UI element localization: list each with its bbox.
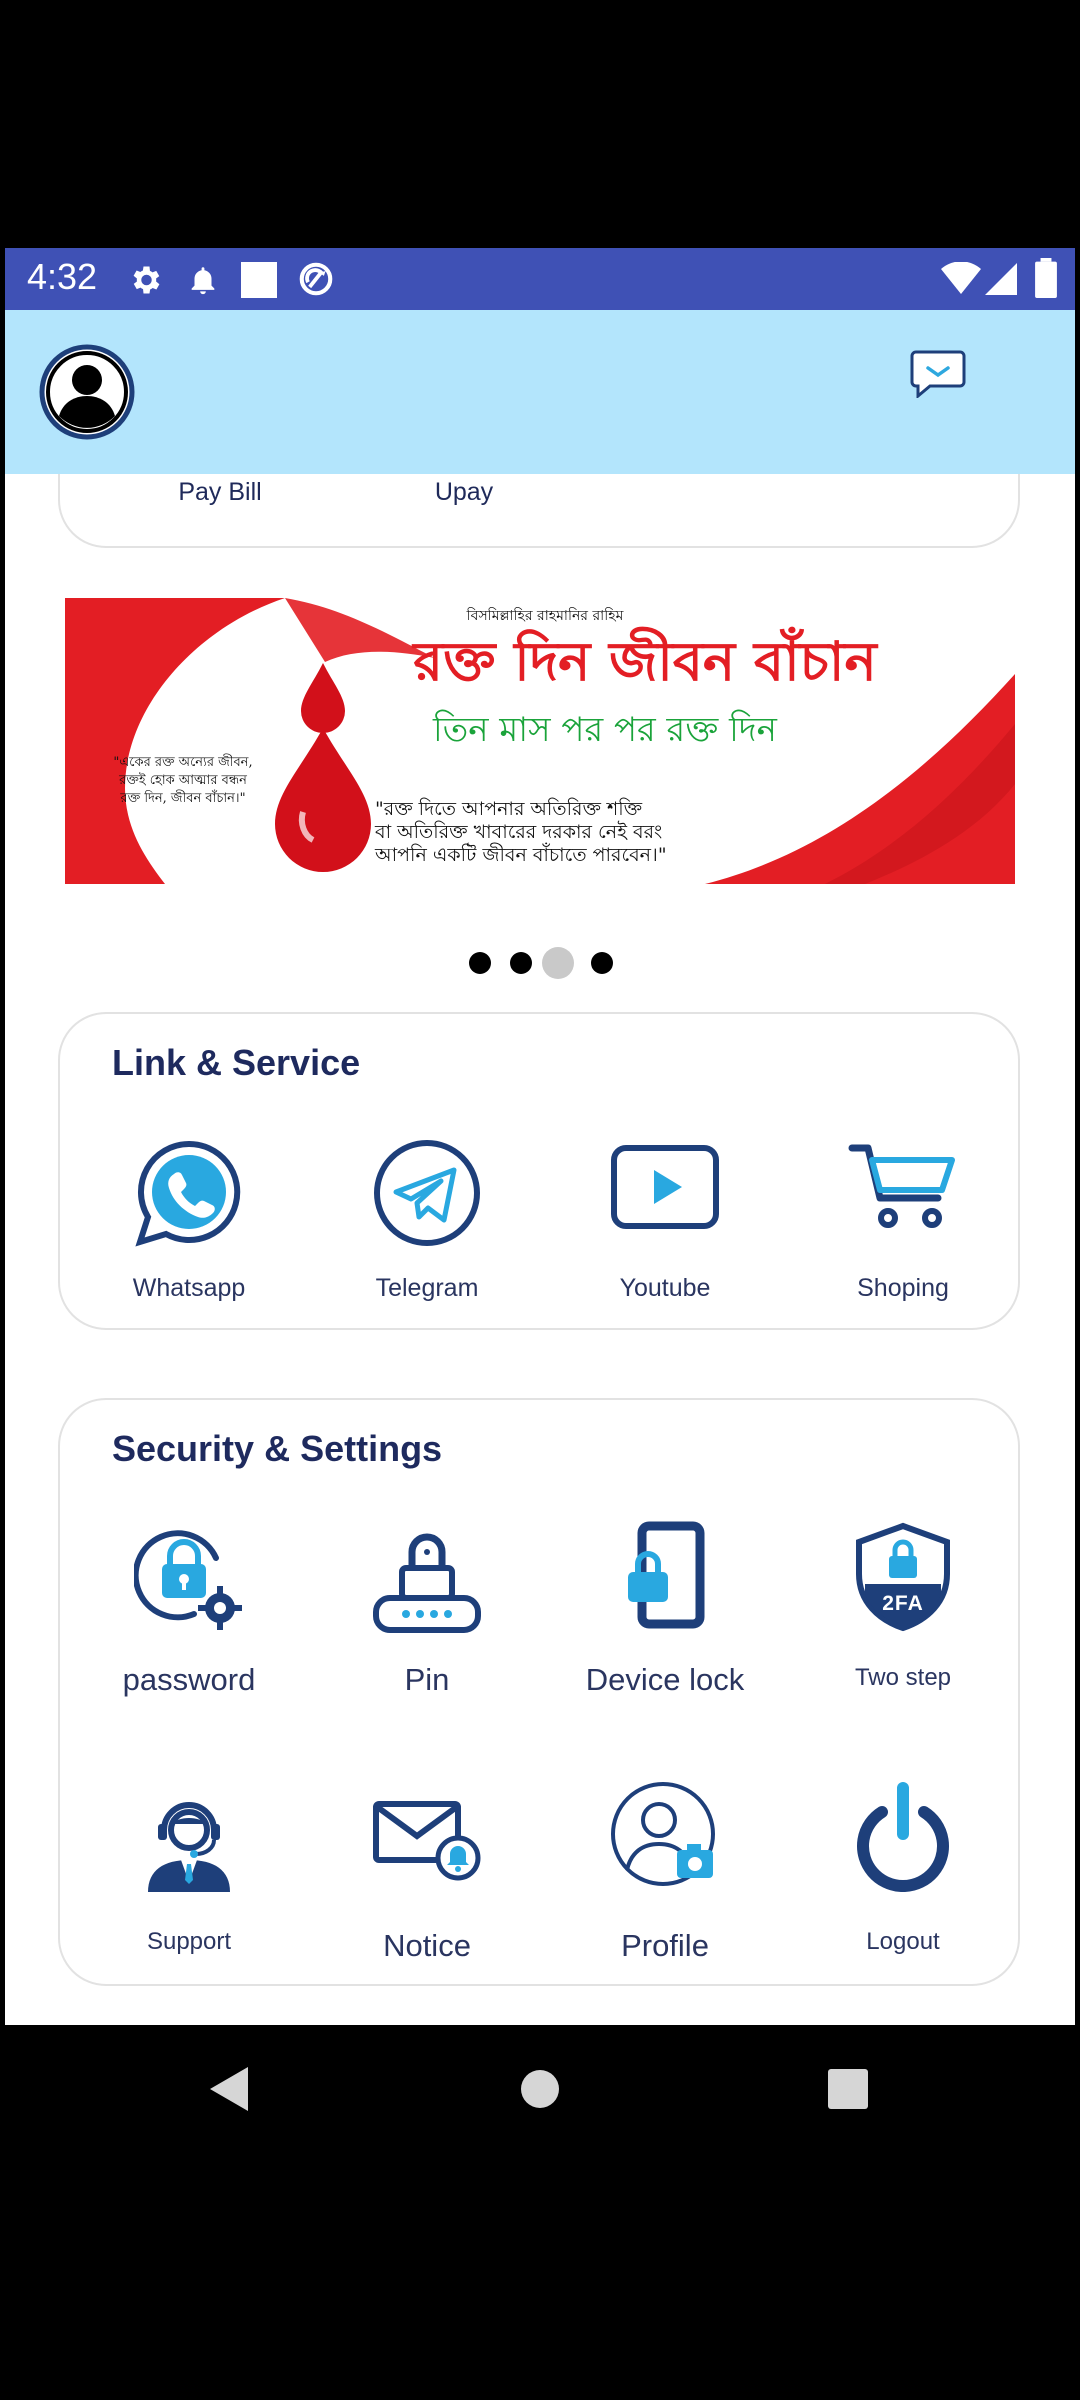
two-factor-badge: 2FA	[882, 1592, 924, 1615]
settings-label: Profile	[621, 1928, 709, 1963]
settings-tile-two-step[interactable]	[784, 1400, 1022, 1690]
settings-tile-device-lock[interactable]	[546, 1400, 784, 1697]
carousel-dot[interactable]	[469, 952, 491, 974]
settings-label: Notice	[383, 1928, 471, 1963]
service-tile-youtube[interactable]	[546, 1014, 784, 1332]
power-icon	[848, 1780, 958, 1892]
status-bar	[5, 248, 1075, 310]
settings-tile-logout[interactable]	[784, 1700, 1022, 1980]
banner-left-quote: "একের রক্ত অন্যের জীবন, রক্তই হোক আত্মার বন্ধন রক্ত দিন, জীবন বাঁচান।"	[113, 755, 253, 806]
link-service-card	[58, 1012, 1020, 1330]
settings-tile-support[interactable]	[70, 1700, 308, 1980]
square-notification-icon	[241, 262, 277, 298]
youtube-icon	[610, 1142, 720, 1232]
password-lock-gear-icon	[134, 1524, 244, 1634]
sync-disabled-icon	[297, 260, 335, 298]
phone-screen	[5, 248, 1075, 2025]
carousel-dot[interactable]	[591, 952, 613, 974]
back-icon[interactable]	[206, 2065, 250, 2113]
banner-top-line: বিসমিল্লাহির রাহমানির রাহিম	[466, 608, 624, 624]
notice-envelope-icon	[372, 1790, 482, 1890]
settings-label: Two step	[854, 1664, 952, 1691]
chat-bubble-icon[interactable]	[910, 348, 966, 398]
quick-actions-card	[58, 474, 1020, 548]
system-navigation-bar	[0, 2025, 1080, 2155]
banner-right-quote: "রক্ত দিতে আপনার অতিরিক্ত শক্তি বা অতিরিক্ত খাবারের দরকার নেই বরং আপনি একটি জীবন বাঁচাতে পারবেন।"	[375, 798, 667, 866]
settings-label: Support	[146, 1928, 232, 1955]
battery-icon	[1035, 258, 1057, 298]
banner-headline: রক্ত দিন জীবন বাঁচান	[413, 629, 877, 693]
device-lock-icon	[610, 1520, 720, 1630]
link-service-title: Link & Service	[112, 1042, 361, 1083]
service-label: Telegram	[375, 1274, 479, 1302]
carousel-indicator	[5, 944, 1075, 974]
home-icon[interactable]	[520, 2069, 560, 2109]
notification-bell-icon	[186, 262, 220, 298]
service-label: Shoping	[857, 1274, 949, 1302]
status-time: 4:32	[27, 256, 98, 297]
carousel-dot[interactable]	[510, 952, 532, 974]
service-tile-whatsapp[interactable]	[70, 1014, 308, 1332]
carousel-dot-active[interactable]	[542, 947, 574, 979]
settings-tile-profile[interactable]	[546, 1700, 784, 1980]
service-label: Youtube	[619, 1274, 711, 1302]
banner-subline: তিন মাস পর পর রক্ত দিন	[433, 710, 777, 750]
security-settings-card	[58, 1398, 1020, 1986]
service-label: Whatsapp	[132, 1274, 246, 1302]
settings-gear-icon	[127, 262, 163, 298]
shopping-cart-icon	[848, 1138, 958, 1238]
user-avatar-icon[interactable]	[39, 344, 135, 440]
settings-label: password	[122, 1662, 256, 1697]
quick-action-upay[interactable]: Upay	[434, 478, 494, 506]
recents-icon[interactable]	[828, 2069, 868, 2109]
settings-tile-notice[interactable]	[308, 1700, 546, 1980]
cellular-signal-icon	[985, 262, 1017, 296]
wifi-icon	[941, 262, 981, 296]
service-tile-shopping[interactable]	[784, 1014, 1022, 1332]
whatsapp-icon	[134, 1138, 244, 1248]
service-tile-telegram[interactable]	[308, 1014, 546, 1332]
security-settings-title: Security & Settings	[112, 1428, 443, 1469]
home-content[interactable]	[5, 474, 1075, 2025]
pin-lock-icon	[372, 1522, 482, 1634]
settings-tile-password[interactable]	[70, 1400, 308, 1697]
settings-label: Device lock	[585, 1662, 745, 1697]
support-agent-icon	[134, 1786, 244, 1896]
two-factor-shield-icon	[853, 1522, 953, 1632]
promo-banner[interactable]	[65, 598, 1015, 884]
settings-label: Logout	[866, 1928, 940, 1955]
profile-camera-icon	[609, 1780, 721, 1892]
quick-action-pay-bill[interactable]: Pay Bill	[178, 478, 262, 506]
telegram-icon	[372, 1138, 482, 1248]
settings-label: Pin	[404, 1662, 450, 1697]
settings-tile-pin[interactable]	[308, 1400, 546, 1697]
app-header	[5, 310, 1075, 474]
